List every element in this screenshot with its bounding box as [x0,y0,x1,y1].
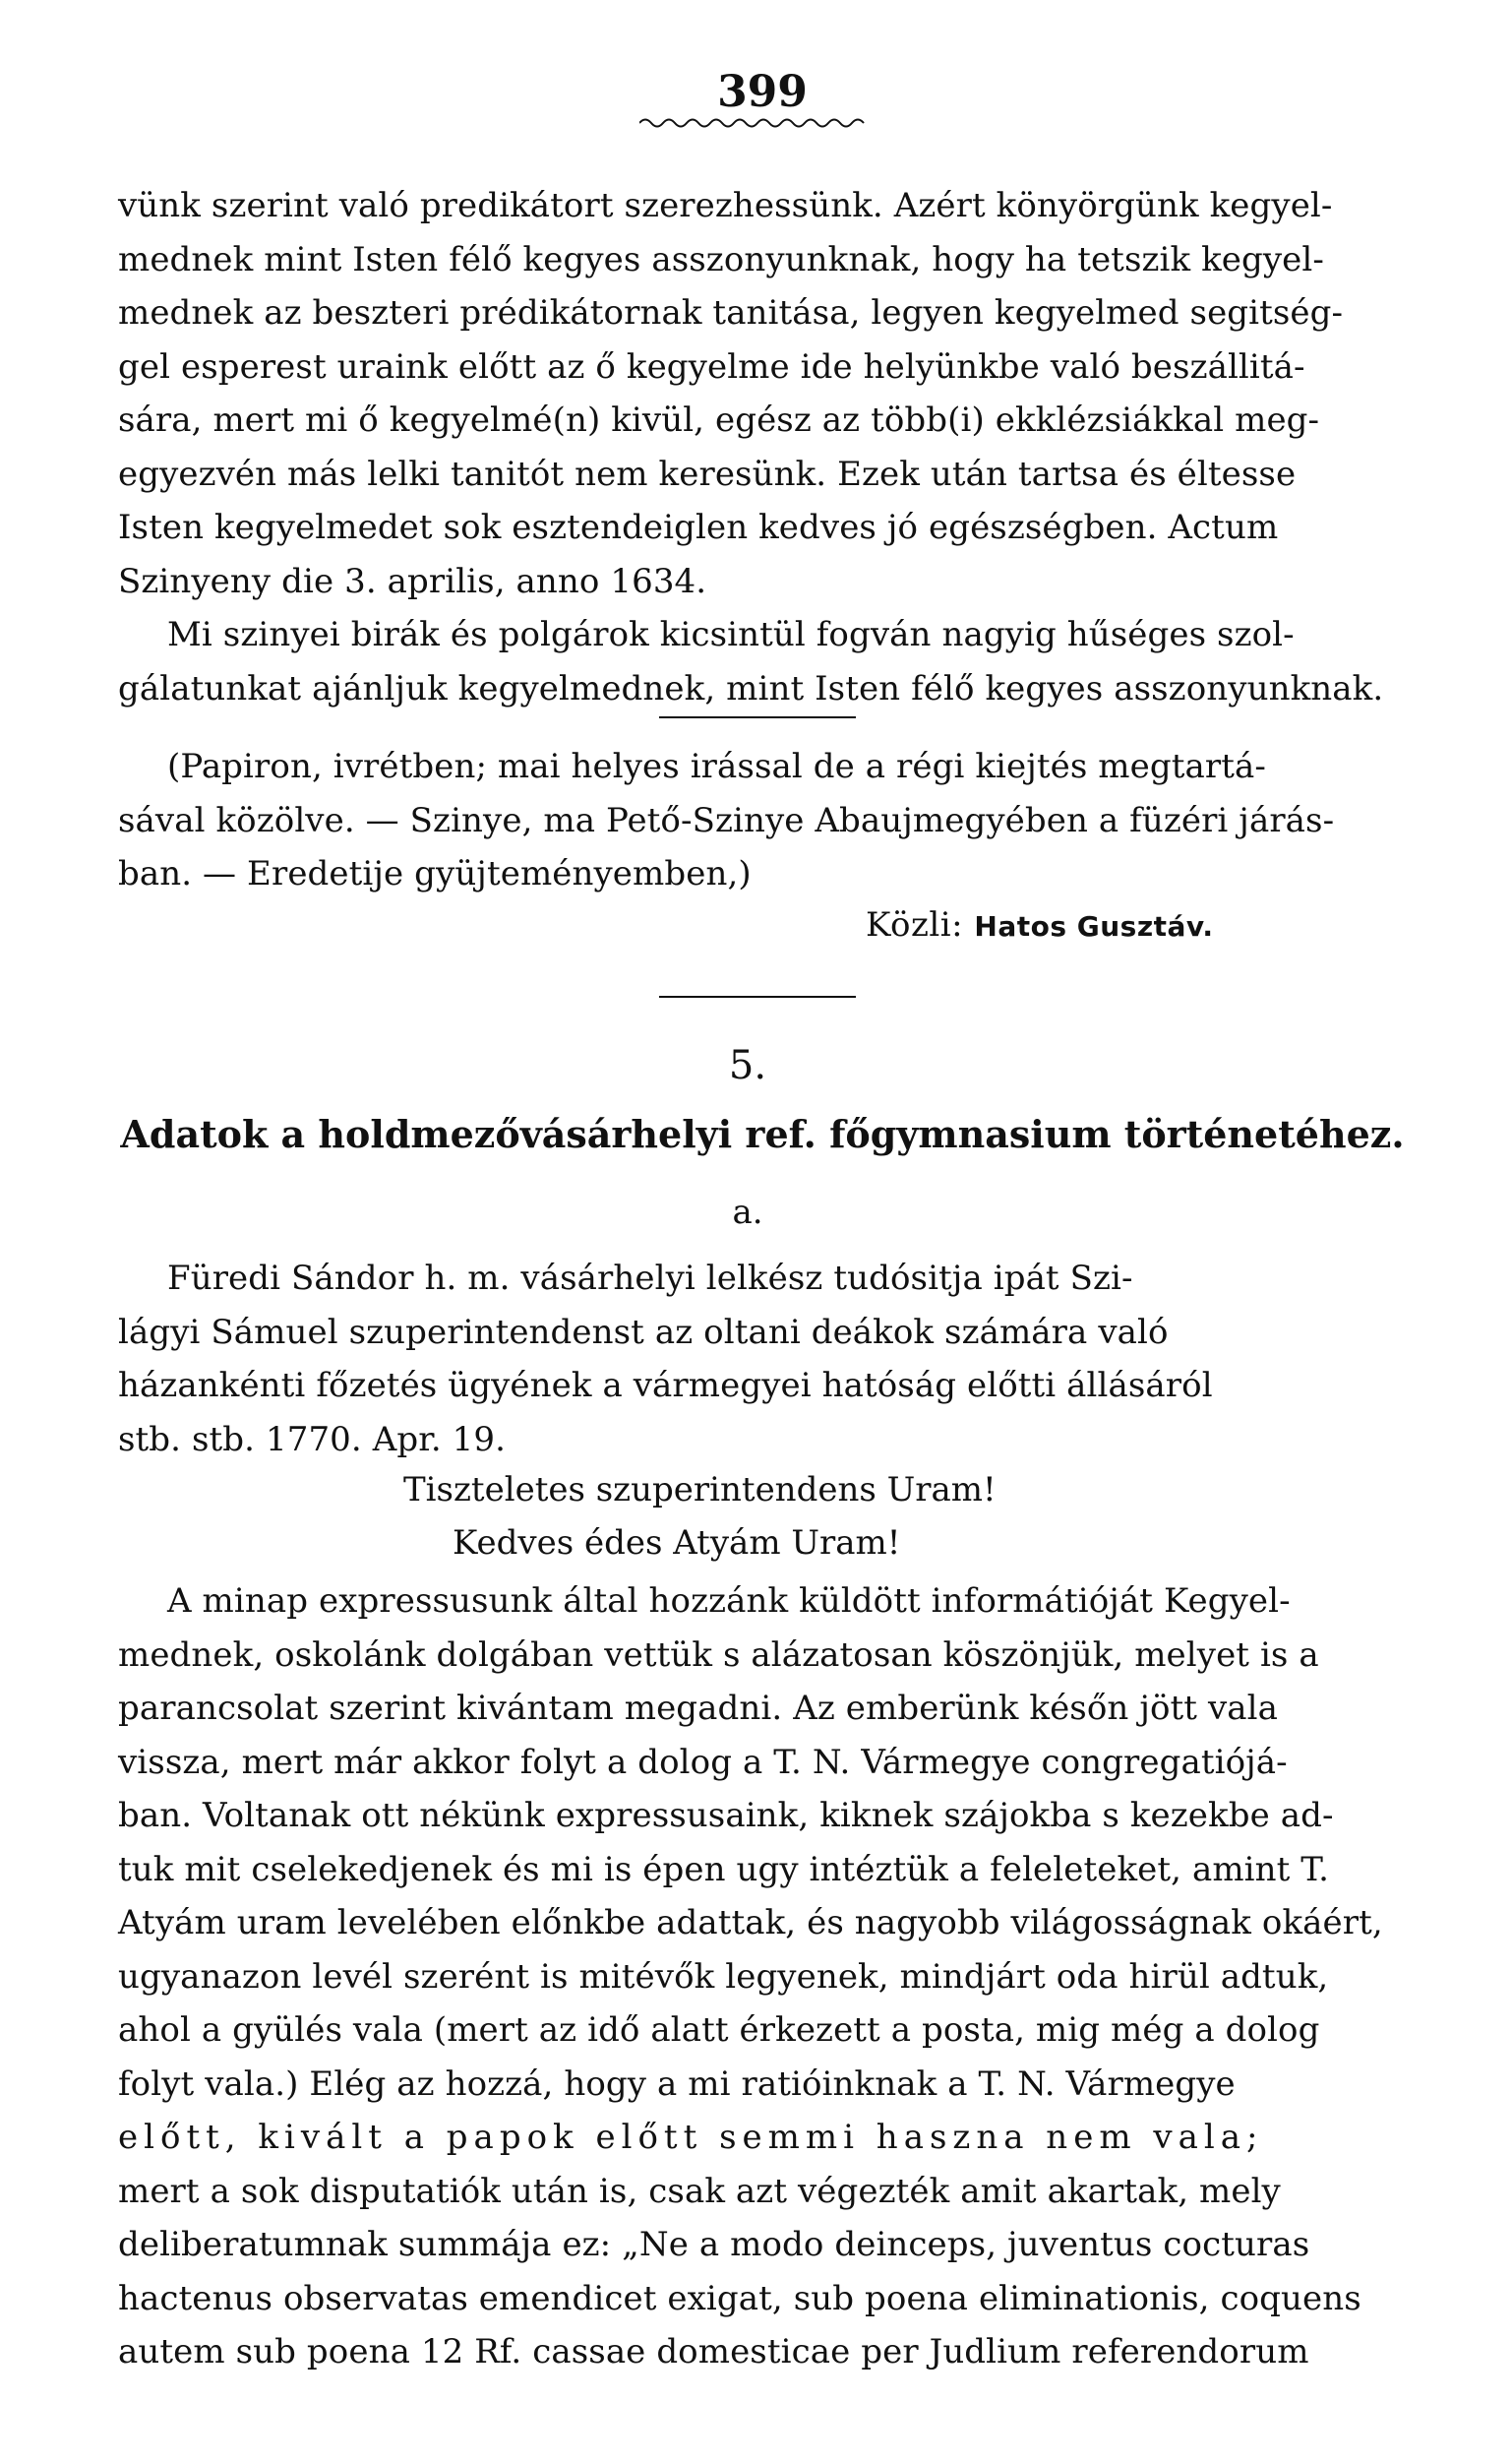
text-line: Mi szinyei birák és polgárok kicsintül fogván nagyig hűséges szol- [167,615,1295,654]
text-line: ahol a gyülés vala (mert az idő alatt érkezett a posta, mig még a dolog [118,2010,1320,2050]
text-line: előtt, kivált a papok előtt semmi haszna nem vala; [118,2118,1264,2157]
text-line: Isten kegyelmedet sok esztendeiglen kedves jó egészségben. Actum [118,508,1279,547]
communicated-label: Közli: [866,905,964,945]
text-line: gálatunkat ajánljuk kegyelmednek, mint Isten félő kegyes asszonyunknak. [118,668,1384,708]
text-line: lágyi Sámuel szuperintendenst az oltani deákok számára való [118,1312,1169,1352]
text-line: Szinyeny die 3. aprilis, anno 1634. [118,561,707,601]
author-name: Hatos Gusztáv. [974,910,1214,943]
text-line: (Papiron, ivrétben; mai helyes irással de a régi kiejtés megtartá- [167,747,1266,786]
source-note [118,740,1407,901]
text-line: mert a sok disputatiók után is, csak azt végezték amit akartak, mely [118,2171,1281,2211]
text-line: deliberatumnak summája ez: „Ne a modo deinceps, juventus cocturas [118,2225,1310,2264]
text-line: mednek az beszteri prédikátornak tanitása, legyen kegyelmed segitség- [118,293,1344,333]
text-line: ban. Voltanak ott nékünk expressusaink, kiknek szájokba s kezekbe ad- [118,1796,1334,1835]
text-line: stb. stb. 1770. Apr. 19. [118,1419,507,1459]
salutation-1: Tiszteletes szuperintendens Uram! [403,1470,997,1509]
section-title: Adatok a holdmezővásárhelyi ref. főgymnasium történetéhez. [120,1112,1405,1156]
section-subtitle: a. [732,1193,763,1232]
text-line: sával közölve. — Szinye, ma Pető-Szinye Abaujmegyében a füzéri járás- [118,800,1335,840]
text-line: vünk szerint való predikátort szerezhessünk. Azért könyörgünk kegyel- [118,186,1333,225]
text-line: mednek, oskolánk dolgában vettük s alázatosan köszönjük, melyet is a [118,1634,1319,1675]
text-line: vissza, mert már akkor folyt a dolog a T. N. Vármegye congregatiójá- [118,1742,1288,1782]
text-line: A minap expressusunk által hozzánk küldött informátióját Kegyel- [167,1581,1291,1621]
divider [659,716,856,718]
text-line: hactenus observatas emendicet exigat, sub poena eliminationis, coquens [118,2278,1361,2318]
text-line: folyt vala.) Elég az hozzá, hogy a mi ratióinknak a T. N. Vármegye [118,2063,1236,2104]
text-line: házankénti főzetés ügyének a vármegyei hatóság előtti állásáról [118,1366,1213,1405]
communicated-by [866,905,1214,945]
text-line: mednek mint Isten félő kegyes asszonyunknak, hogy ha tetszik kegyel- [118,239,1324,279]
divider [659,996,856,998]
page-number: 399 [717,67,808,117]
letter-1 [118,179,1407,715]
text-line: tuk mit cselekedjenek és mi is épen ugy intéztük a feleleteket, amint T. [118,1849,1330,1889]
salutation-2: Kedves édes Atyám Uram! [453,1523,901,1563]
text-line: Füredi Sándor h. m. vásárhelyi lelkész tudósitja ipát Szi- [167,1259,1133,1298]
section-number: 5. [728,1043,767,1088]
letter-2-summary [118,1252,1407,1466]
text-line: egyezvén más lelki tanitót nem keresünk. Ezek után tartsa és éltesse [118,454,1297,494]
text-line: ugyanazon levél szerént is mitévők legyenek, mindjárt oda hirül adtuk, [118,1956,1329,1997]
text-line: gel esperest uraink előtt az ő kegyelme ide helyünkbe való beszállitá- [118,346,1305,387]
text-line: autem sub poena 12 Rf. cassae domesticae per Judlium referendorum [118,2332,1309,2371]
page-number-ornament [639,114,866,132]
text-line: parancsolat szerint kivántam megadni. Az emberünk későn jött vala [118,1689,1278,1728]
text-line: Atyám uram levelében előnkbe adattak, és nagyobb világosságnak okáért, [118,1903,1383,1942]
text-line: sára, mert mi ő kegyelmé(n) kivül, egész az több(i) ekklézsiákkal meg- [118,400,1320,440]
letter-2-body [118,1574,1407,2379]
text-line: ban. — Eredetije gyüjteményemben,) [118,854,752,893]
